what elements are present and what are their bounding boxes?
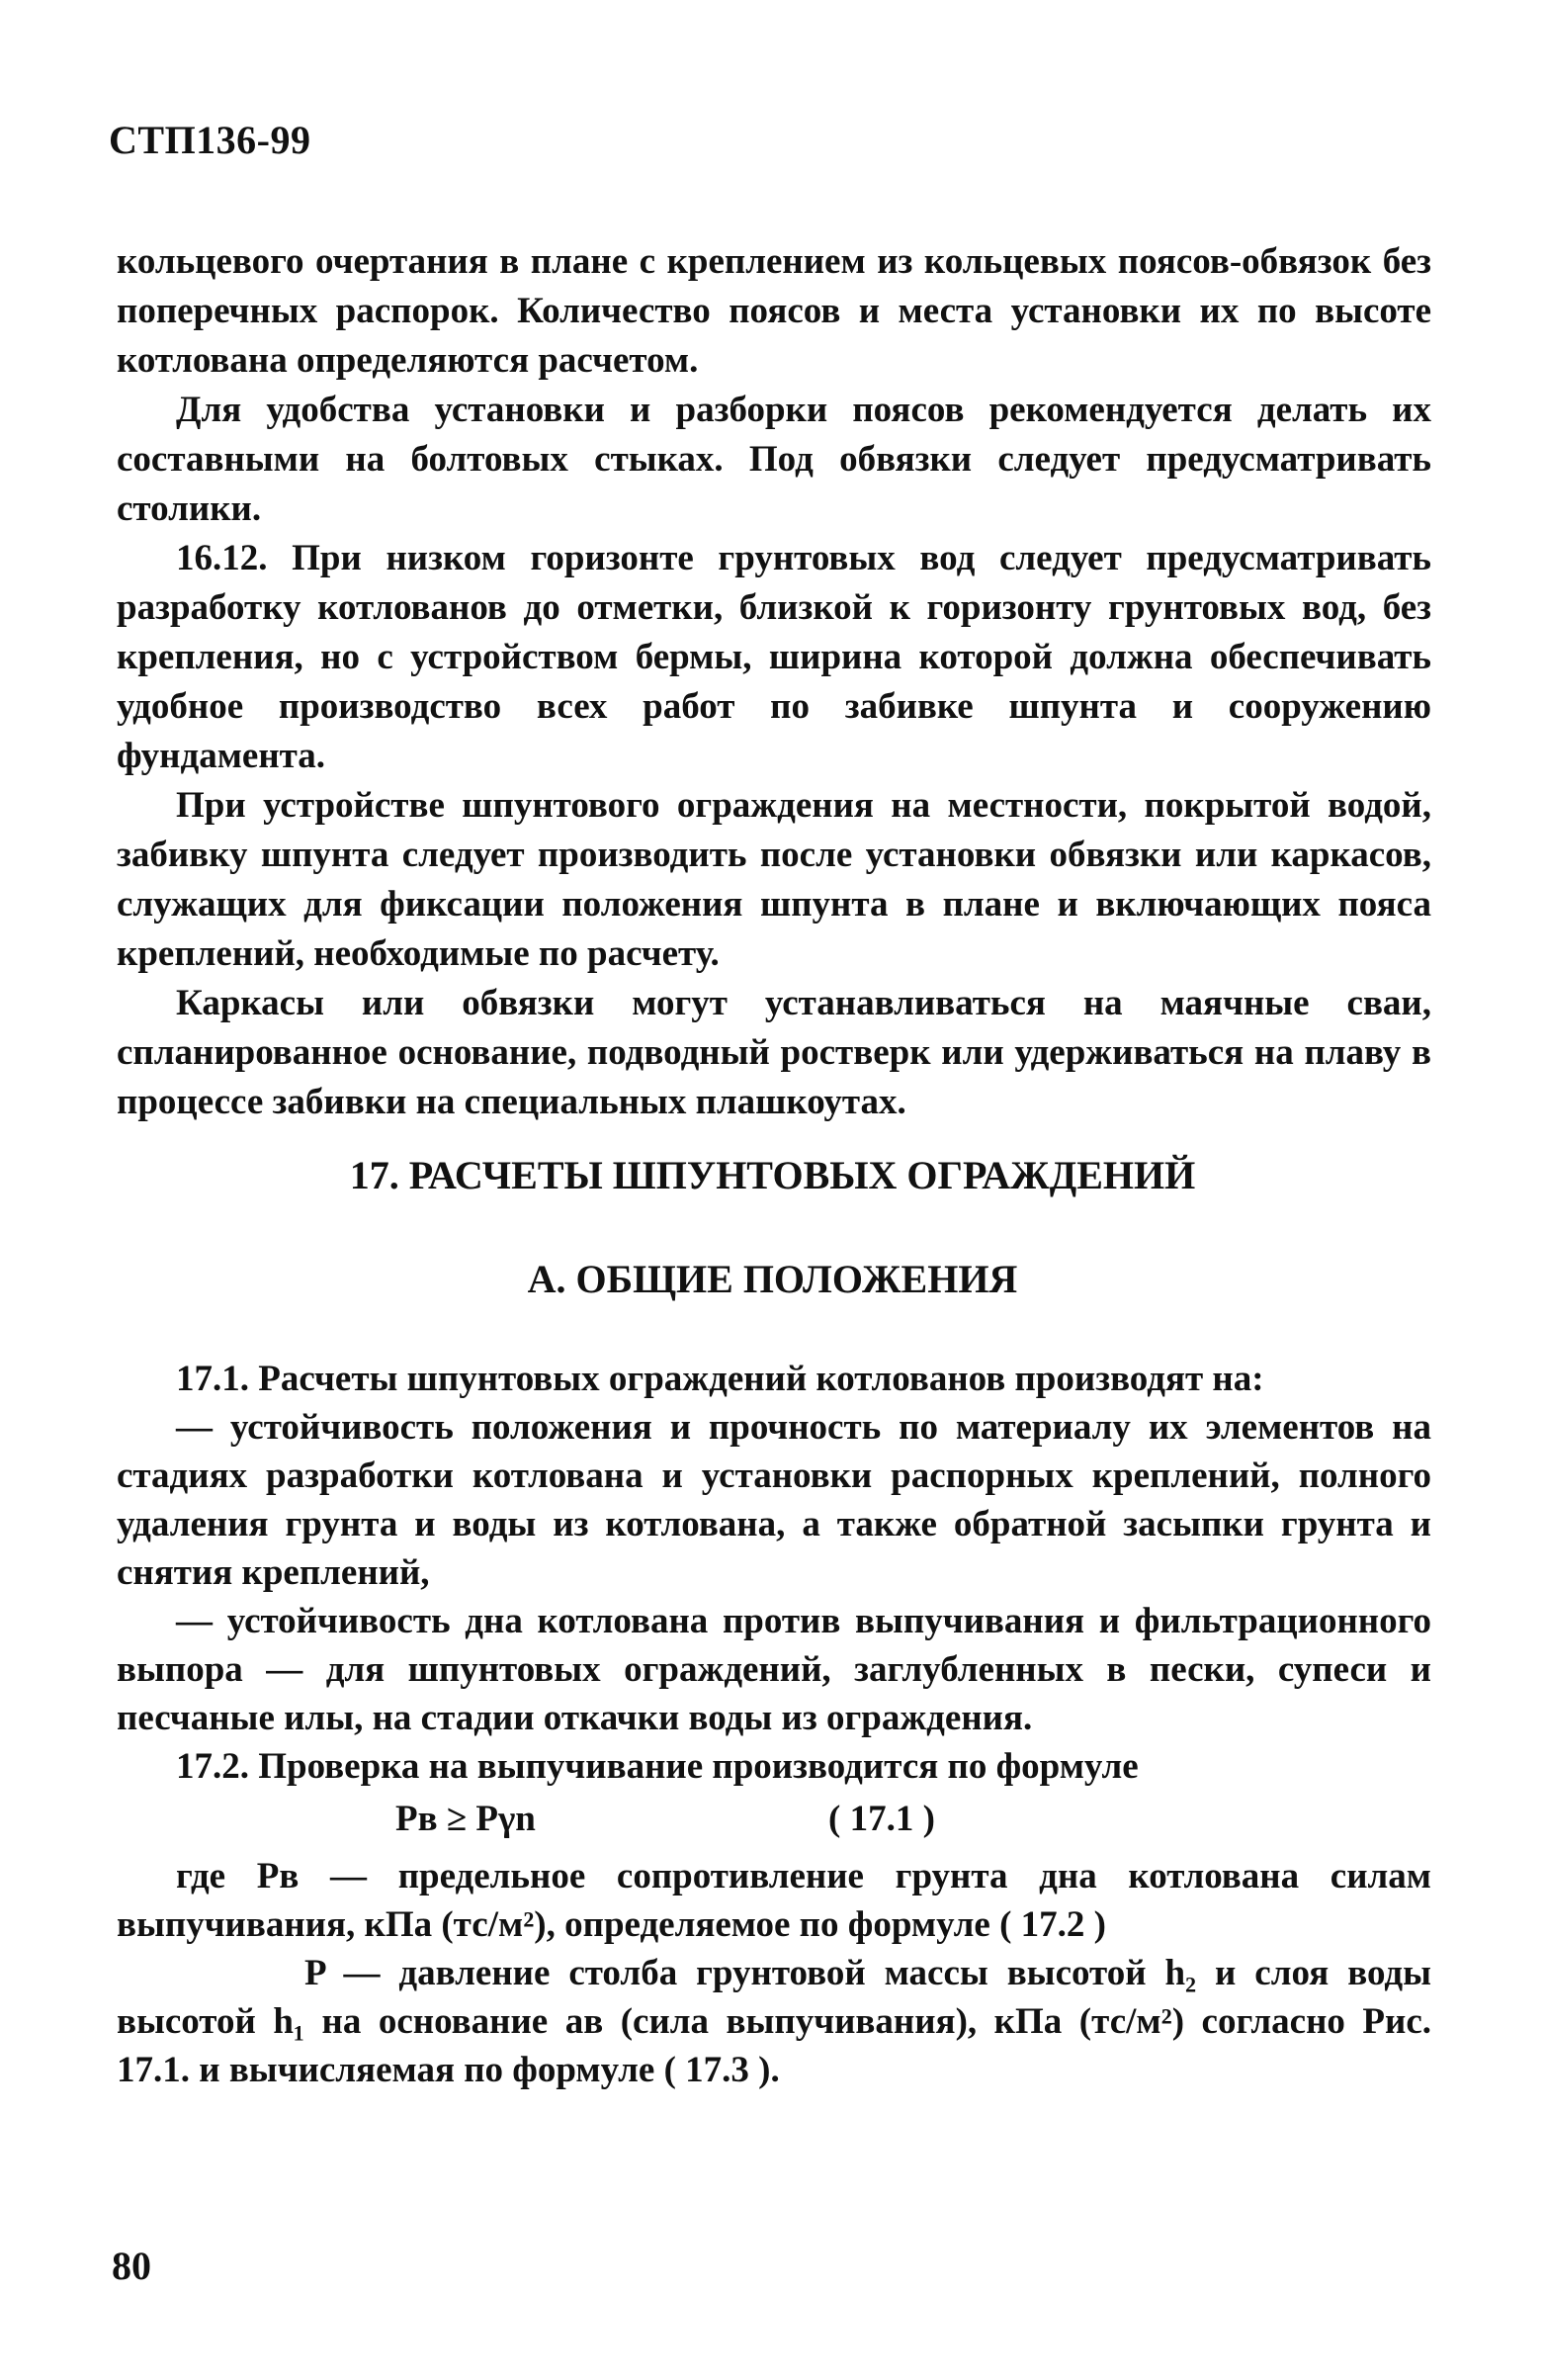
paragraph: Для удобства установки и разборки поясов рекомендуется делать их составными на болтовых стыках. Под обвязки следует предусматривать столики.: [117, 390, 1431, 529]
paragraph: 17.1. Расчеты шпунтовых ограждений котлованов производят на:: [176, 1359, 1264, 1399]
paragraph: — устойчивость положения и прочность по материалу их элементов на стадиях разработки котлована и установки распорных креплений, полного удаления грунта и воды из котлована, а также обратной засыпки грунта и снятия креплений,: [117, 1407, 1431, 1593]
paragraph: P — давление столба грунтовой массы высотой h₂ и слоя воды высотой h₁ на основание ав (сила выпучивания), кПа (тс/м²) согласно Рис. 17.1. и вычисляемая по формуле ( 17.3 ).: [117, 1953, 1431, 2090]
paragraph: При устройстве шпунтового ограждения на местности, покрытой водой, забивку шпунта следует производить после установки обвязки или каркасов, служащих для фиксации положения шпунта в плане и включающих пояса креплений, необходимые по расчету.: [117, 785, 1431, 974]
subsection-title: А. ОБЩИЕ ПОЛОЖЕНИЯ: [527, 1257, 1018, 1301]
body-text-top: [117, 237, 1431, 1127]
paragraph: Каркасы или обвязки могут устанавливаться на маячные сваи, спланированное основание, подводный ростверк или удерживаться на плаву в процессе забивки на специальных плашкоутах.: [117, 983, 1431, 1122]
paragraph: где Pв — предельное сопротивление грунта дна котлована силам выпучивания, кПа (тс/м²), определяемое по формуле ( 17.2 ): [117, 1856, 1431, 1945]
page-number: 80: [112, 2244, 151, 2288]
formula-row: [117, 1795, 1431, 1850]
paragraph: 16.12. При низком горизонте грунтовых вод следует предусматривать разработку котлованов до отметки, близкой к горизонту грунтовых вод, без крепления, но с устройством бермы, ширина которой должна обеспечивать удобное производство всех работ по забивке шпунта и сооружению фундамента.: [117, 538, 1431, 776]
document-code: СТП136-99: [109, 118, 311, 162]
formula: Pв ≥ Pγn: [395, 1799, 536, 1839]
formula-number: ( 17.1 ): [828, 1799, 935, 1839]
section-title: 17. РАСЧЕТЫ ШПУНТОВЫХ ОГРАЖДЕНИЙ: [349, 1153, 1196, 1197]
body-text-bottom: [117, 1355, 1431, 2094]
paragraph: — устойчивость дна котлована против выпучивания и фильтрационного выпора — для шпунтовых ограждений, заглубленных в пески, супеси и песчаные илы, на стадии откачки воды из ограждения.: [117, 1601, 1431, 1738]
paragraph: 17.2. Проверка на выпучивание производится по формуле: [176, 1746, 1139, 1787]
paragraph: кольцевого очертания в плане с креплением из кольцевых поясов-обвязок без поперечных распорок. Количество поясов и места установки их по высоте котлована определяются расчетом.: [117, 241, 1431, 381]
